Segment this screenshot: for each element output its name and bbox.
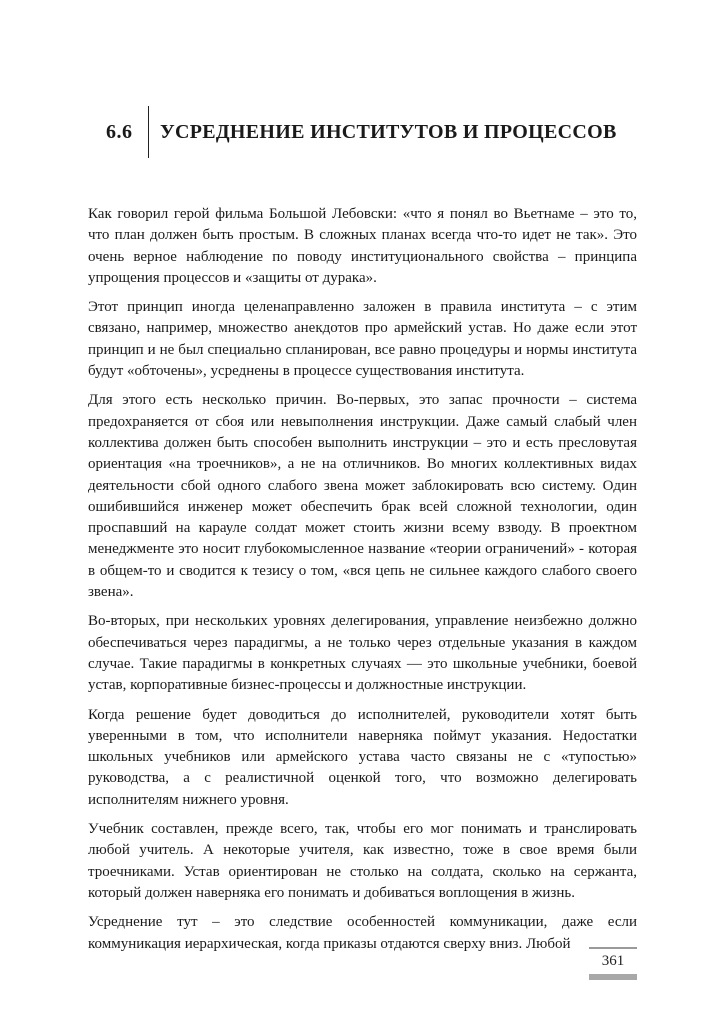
heading-divider [148,106,149,158]
paragraph: Для этого есть несколько причин. Во-первых, это запас прочности – система предохраняется от сбоя или невыполнения инструкции. Даже самый слабый член коллектива должен быть способен выполнить инструкции – это и есть пресловутая ориентация «на троечников», а не на отличников. Во многих коллективных видах деятельности сбой одного слабого звена может заблокировать всю систему. Один ошибившийся инженер может обеспечить брак всей сложной технологии, один проспавший на карауле солдат может стоить жизни всему взводу. В проектном менеджменте это носит глубокомысленное название «теории ограничений» - которая в общем-то и сводится к тезису о том, «вся цепь не сильнее каждого слабого своего звена». [88,392,637,601]
footer-rule [589,947,637,949]
body-text [88,204,637,963]
paragraph: Во-вторых, при нескольких уровнях делегирования, управление неизбежно должно обеспечиваться через парадигмы, а не только через отдельные указания в каждом случае. Такие парадигмы в конкретных случаях — это школьные учебники, боевой устав, корпоративные бизнес-процессы и должностные инструкции. [88,613,637,694]
paragraph: Усреднение тут – это следствие особенностей коммуникации, даже если коммуникация иерархическая, когда приказы отдаются сверху вниз. Любой [88,914,637,952]
page-number: 361 [601,953,625,969]
footer-bar [589,974,637,980]
section-title: УСРЕДНЕНИЕ ИНСТИТУТОВ И ПРОЦЕССОВ [160,121,617,143]
paragraph: Как говорил герой фильма Большой Лебовски: «что я понял во Вьетнаме – это то, что план должен быть простым. В сложных планах всегда что-то идет не так». Это очень верное наблюдение по поводу институционального свойства – принципа упрощения процессов и «защиты от дурака». [88,206,637,286]
section-heading [88,106,648,158]
paragraph: Учебник составлен, прежде всего, так, чтобы его мог понимать и транслировать любой учитель. А некоторые учителя, как известно, тоже в свое время были троечниками. Устав ориентирован не столько на солдата, сколько на сержанта, который должен наверняка его понимать и добиваться воплощения в жизнь. [88,821,637,901]
section-number: 6.6 [106,121,133,143]
paragraph: Когда решение будет доводиться до исполнителей, руководители хотят быть уверенными в том, что исполнители наверняка поймут указания. Недостатки школьных учебников или армейского устава часто связаны не с «тупостью» руководства, а с реалистичной оценкой того, что возможно делегировать исполнителям нижнего уровня. [88,706,637,808]
page-footer [589,947,637,980]
paragraph: Этот принцип иногда целенаправленно заложен в правила института – с этим связано, например, множество анекдотов про армейский устав. Но даже если этот принцип и не был специально спланирован, все равно процедуры и нормы института будут «обточены», усреднены в процессе существования института. [88,299,637,380]
